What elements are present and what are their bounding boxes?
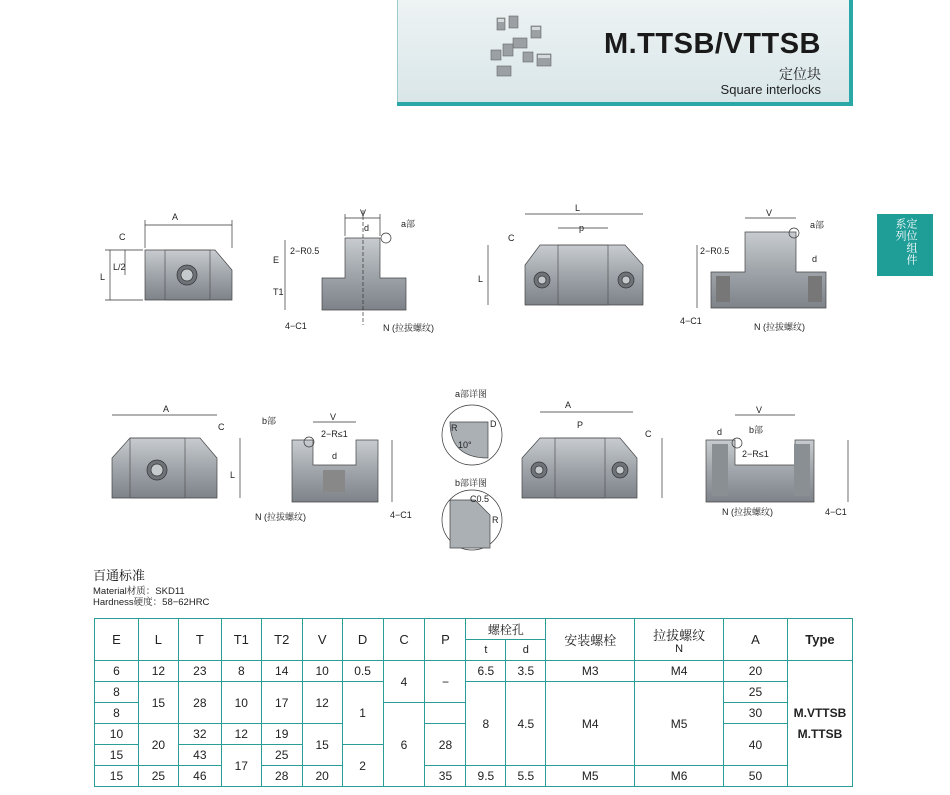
- cell-E: 8: [95, 703, 139, 724]
- cell-T: 32: [178, 724, 221, 745]
- table-header-row: [95, 619, 853, 640]
- technical-drawings: [0, 190, 870, 560]
- cell-A: 30: [724, 703, 788, 724]
- th-bolt-hole: 螺栓孔: [466, 619, 546, 640]
- side-category-tab[interactable]: 定位组件系列: [877, 214, 933, 276]
- cell-bolt: M5: [546, 766, 635, 787]
- dim-V-3: V: [330, 412, 337, 422]
- label-R1-1: 2−R≤1: [321, 429, 348, 439]
- cell-T2: 19: [261, 724, 302, 745]
- dim-p-2: p: [579, 223, 585, 233]
- material-line: Material材质：SKD11: [93, 586, 185, 597]
- dim-L-1: L: [100, 272, 106, 282]
- label-N-4: N (拉拔螺纹): [722, 507, 773, 517]
- table-row: [95, 682, 853, 703]
- cell-t: 9.5: [466, 766, 506, 787]
- label-C-4: C: [645, 429, 652, 439]
- drawing-side-view-4: [706, 415, 848, 502]
- th-T1: T1: [221, 619, 261, 661]
- cell-A: 50: [724, 766, 788, 787]
- dim-A-3: A: [565, 400, 572, 410]
- dim-d-1: d: [364, 223, 370, 233]
- cell-bolt: M3: [546, 661, 635, 682]
- cell-d: 5.5: [506, 766, 546, 787]
- cell-T: 23: [178, 661, 221, 682]
- cell-E: 10: [95, 724, 139, 745]
- cell-type: [787, 661, 852, 787]
- th-bolt-t: t: [466, 640, 506, 661]
- th-C: C: [383, 619, 425, 661]
- label-N-1: N (拉拔螺纹): [383, 323, 434, 333]
- cell-N: M5: [635, 682, 724, 766]
- th-L: L: [138, 619, 178, 661]
- cell-E: 6: [95, 661, 139, 682]
- detail-b-C05: C0.5: [470, 494, 490, 504]
- drawing-top-view-4: [522, 412, 662, 498]
- dim-T1-1: T1: [273, 287, 284, 297]
- label-C1-1: 4−C1: [285, 321, 307, 331]
- product-thumbnail: [485, 10, 565, 90]
- subtitle-english: Square interlocks: [720, 82, 821, 97]
- cell-P: 28: [425, 724, 466, 766]
- cell-V: 10: [302, 661, 342, 682]
- dim-V-4: V: [756, 405, 763, 415]
- th-P: P: [425, 619, 466, 661]
- cell-C: 6: [383, 703, 425, 787]
- spec-table: [94, 618, 853, 787]
- cell-A: 20: [724, 661, 788, 682]
- dim-L-3: L: [478, 274, 484, 284]
- dim-A-1: A: [172, 212, 179, 222]
- detail-b-title: b部详图: [455, 478, 488, 488]
- material-info: [93, 586, 209, 608]
- cell-D: 2: [342, 745, 383, 787]
- drawing-top-view-2: [488, 214, 643, 305]
- cell-T1: 10: [221, 682, 261, 724]
- cell-L: 15: [138, 682, 178, 724]
- dim-L2-1: L/2: [113, 262, 126, 272]
- drawing-side-view-1: [285, 210, 406, 325]
- dim-d-2: d: [812, 254, 818, 264]
- hardness-line: Hardness硬度：58−62HRC: [93, 597, 210, 608]
- label-R05-1: 2−R0.5: [290, 246, 320, 256]
- cell-D: 0.5: [342, 661, 383, 682]
- cell-bolt: M4: [546, 682, 635, 766]
- label-C1-2: 4−C1: [680, 316, 702, 326]
- cell-E: 15: [95, 745, 139, 766]
- label-N-3: N (拉拔螺纹): [255, 512, 306, 522]
- detail-a: [442, 405, 502, 465]
- th-T: T: [178, 619, 221, 661]
- detail-a-D: D: [490, 419, 497, 429]
- page-title: M.TTSB/VTTSB: [603, 28, 821, 60]
- label-R1-2: 2−R≤1: [742, 449, 769, 459]
- type-vttsb: M.VTTSB: [793, 705, 847, 720]
- cell-T1: 17: [221, 745, 261, 787]
- cell-T2: 17: [261, 682, 302, 724]
- cell-T2: 14: [261, 661, 302, 682]
- label-C1-3: 4−C1: [390, 510, 412, 520]
- label-C-3: C: [218, 422, 225, 432]
- detail-b-R: R: [492, 515, 499, 525]
- label-a-part-1: a部: [401, 219, 416, 229]
- cell-T2: 25: [261, 745, 302, 766]
- cell-T: 46: [178, 766, 221, 787]
- dim-d-3: d: [332, 451, 338, 461]
- cell-d: 4.5: [506, 682, 546, 766]
- dim-V-1: V: [360, 208, 367, 218]
- th-T2: T2: [261, 619, 302, 661]
- cell-t: 8: [466, 682, 506, 766]
- cell-C: 4: [383, 661, 425, 703]
- detail-a-angle: 10°: [458, 440, 472, 450]
- cell-L: 20: [138, 724, 178, 766]
- table-row: [95, 766, 853, 787]
- th-V: V: [302, 619, 342, 661]
- type-ttsb: M.TTSB: [797, 726, 843, 741]
- cell-T: 43: [178, 745, 221, 766]
- drawing-side-view-2: [697, 218, 826, 308]
- cell-L: 12: [138, 661, 178, 682]
- th-E: E: [95, 619, 139, 661]
- th-pull-N: N: [675, 642, 684, 655]
- cell-T1: 8: [221, 661, 261, 682]
- detail-a-R: R: [451, 423, 458, 433]
- header-banner: [397, 0, 853, 106]
- cell-N: M6: [635, 766, 724, 787]
- label-b-part-1: b部: [262, 416, 277, 426]
- cell-L: 25: [138, 766, 178, 787]
- dim-V-2: V: [766, 208, 773, 218]
- th-A: A: [724, 619, 788, 661]
- dim-A-2: A: [163, 404, 170, 414]
- cell-P: 35: [425, 766, 466, 787]
- cell-N: M4: [635, 661, 724, 682]
- section-title: 百通标准: [93, 568, 146, 583]
- cell-P: [425, 703, 466, 724]
- cell-A: 25: [724, 682, 788, 703]
- label-N-2: N (拉拔螺纹): [754, 322, 805, 332]
- label-C-1: C: [119, 232, 126, 242]
- cell-D: 1: [342, 682, 383, 745]
- label-C-2: C: [508, 233, 515, 243]
- cell-d: 3.5: [506, 661, 546, 682]
- cell-t: 6.5: [466, 661, 506, 682]
- detail-a-title: a部详图: [455, 389, 488, 399]
- dim-E-1: E: [273, 255, 280, 265]
- label-a-part-2: a部: [810, 220, 825, 230]
- th-pull-thread: [635, 619, 724, 661]
- cell-T1: 12: [221, 724, 261, 745]
- cell-V: 20: [302, 766, 342, 787]
- th-bolt-d: d: [506, 640, 546, 661]
- table-row: [95, 661, 853, 682]
- th-install-bolt: 安装螺栓: [546, 619, 635, 661]
- dim-d-4: d: [717, 427, 723, 437]
- cell-V: 12: [302, 682, 342, 724]
- cell-E: 8: [95, 682, 139, 703]
- cell-A: 40: [724, 724, 788, 766]
- label-C1-4: 4−C1: [825, 507, 847, 517]
- label-R05-2: 2−R0.5: [700, 246, 730, 256]
- cell-V: 15: [302, 724, 342, 766]
- cell-T2: 28: [261, 766, 302, 787]
- th-D: D: [342, 619, 383, 661]
- th-pull-thread-label: 拉拔螺纹: [653, 627, 706, 643]
- dim-L-2: L: [575, 203, 581, 213]
- cell-P: −: [425, 661, 466, 703]
- dim-P-1: P: [577, 420, 584, 430]
- th-type: Type: [787, 619, 852, 661]
- cell-T: 28: [178, 682, 221, 724]
- dim-L-4: L: [230, 470, 236, 480]
- cell-E: 15: [95, 766, 139, 787]
- label-b-part-2: b部: [749, 425, 764, 435]
- subtitle-chinese: 定位块: [779, 66, 821, 82]
